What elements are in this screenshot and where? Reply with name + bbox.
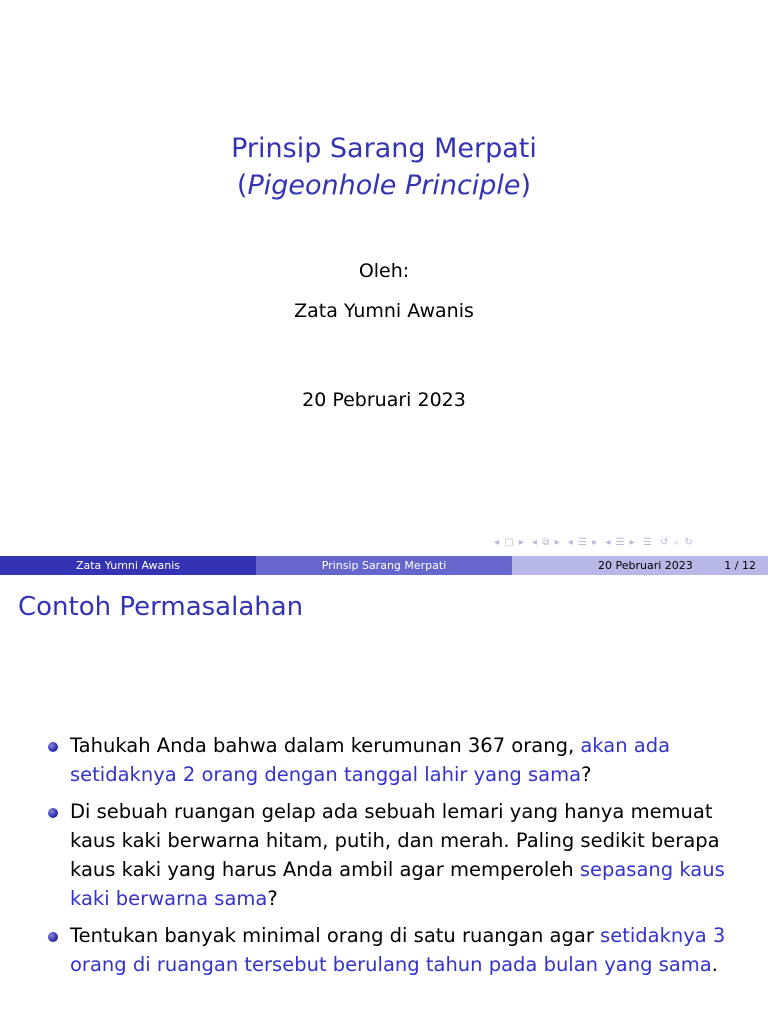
title-paren-open: (: [236, 170, 248, 201]
by-label: Oleh:: [358, 260, 410, 282]
frame-title: Contoh Permasalahan: [18, 592, 304, 622]
nav-frame-icon[interactable]: ◂ ▢ ▸: [494, 537, 525, 548]
nav-presentation-icon[interactable]: ◂ ☰ ▸: [605, 537, 636, 548]
footline: [0, 556, 768, 575]
item-highlight: akan ada setidaknya 2 orang dengan tanggal lahir yang sama: [70, 734, 671, 786]
bullet-icon: [48, 932, 58, 942]
item-highlight: setidaknya 3 orang di ruangan tersebut berulang tahun pada bulan yang sama: [70, 924, 726, 976]
presentation-title: [0, 130, 768, 204]
nav-subsection-icon[interactable]: ◂ ⧉ ▸: [532, 537, 561, 548]
title-line-1: Prinsip Sarang Merpati: [231, 133, 537, 164]
footline-date: 20 Pebruari 2023: [598, 559, 693, 572]
presentation-date: 20 Pebruari 2023: [302, 389, 466, 411]
title-line-2: [0, 167, 768, 204]
bullet-icon: [48, 808, 58, 818]
nav-align-icon[interactable]: ☰: [642, 537, 653, 548]
list-item: [44, 921, 744, 979]
list-item: [44, 797, 744, 913]
item-tail: ?: [267, 887, 278, 910]
footline-title: Prinsip Sarang Merpati: [256, 556, 512, 575]
item-text: Tahukah Anda bahwa dalam kerumunan 367 orang,: [70, 734, 581, 757]
title-paren-close: ): [520, 170, 532, 201]
footline-page-number: 1 / 12: [724, 559, 756, 572]
nav-search-icon[interactable]: ↺ ⌕ ↻: [660, 537, 694, 548]
item-highlight: sepasang kaus kaki berwarna sama: [70, 858, 725, 910]
footline-date-page: [512, 556, 768, 575]
problem-list: [44, 731, 744, 987]
footline-author: Zata Yumni Awanis: [0, 556, 256, 575]
title-english: Pigeonhole Principle: [247, 170, 521, 201]
item-tail: .: [711, 953, 718, 976]
author-name: Zata Yumni Awanis: [294, 300, 474, 322]
bullet-icon: [48, 742, 58, 752]
item-text: Di sebuah ruangan gelap ada sebuah lemari yang hanya memuat kaus kaki berwarna hitam, putih, dan merah. Paling sedikit berapa kaus kaki yang harus Anda ambil agar memperoleh: [70, 800, 720, 881]
item-tail: ?: [581, 763, 592, 786]
nav-section-icon[interactable]: ◂ ☰ ▸: [567, 537, 599, 548]
content-slide: [0, 576, 768, 1024]
list-item: [44, 731, 744, 789]
navigation-symbols: [494, 537, 764, 553]
item-text: Tentukan banyak minimal orang di satu ruangan agar: [70, 924, 601, 947]
